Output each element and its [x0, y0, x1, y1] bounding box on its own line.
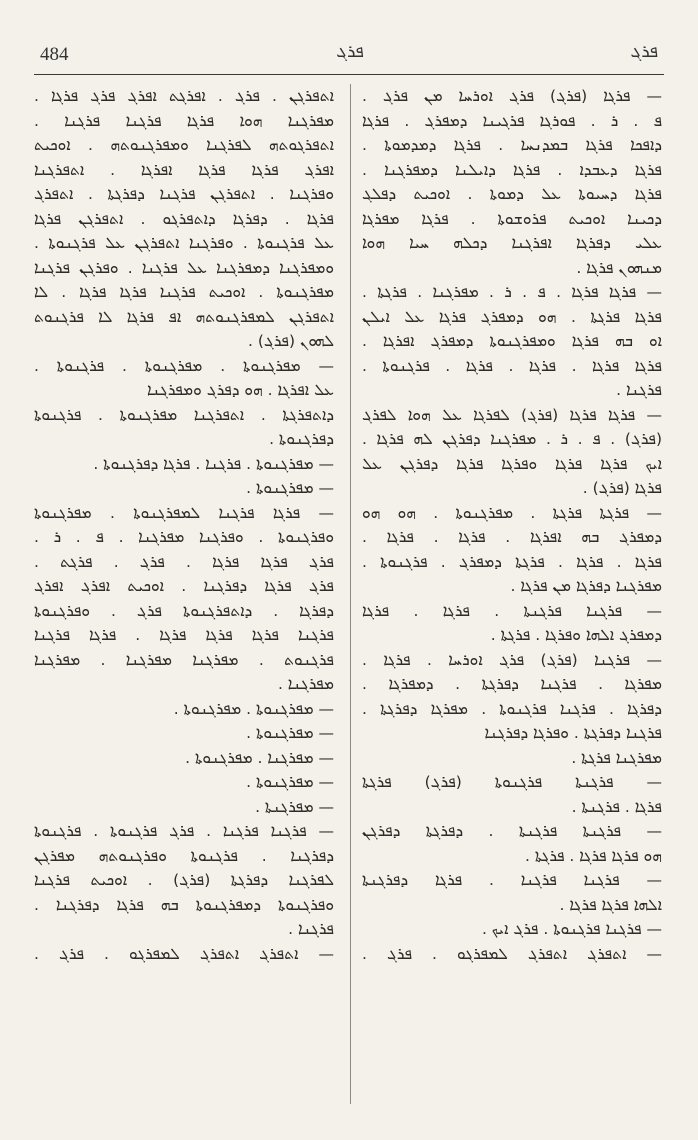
entry-headword-line: — ܡܦܪܓܢܘܬܐ . [246, 479, 334, 497]
text-line: ܦܪܓ ܦܪܓܐ ܦܪܓܐ . ܦܪܓ . ܦܪܓܬ . [34, 552, 334, 571]
page-number: 484 [40, 44, 69, 65]
entry-headword-line: — ܡܦܪܓܢܘܬܐ . [246, 773, 334, 791]
text-line: ܦܪܓܐ ܦܪܓܬܐ . ܗܘ ܕܡܦܪܓ ܦܪܓܐ ܥܠ ܐܝܠܢ [362, 307, 662, 326]
text-line: ܘܦܪܓܢܘܬܐ . ܘܦܪܓܢܐ ܡܦܪܓܢܐ . ܦ . ܪ . [34, 528, 334, 546]
text-line: ܦܪܓܢܘܬ . ܡܦܪܓܢܐ ܡܦܪܓܢܐ . ܡܦܪܓܢܐ [34, 650, 334, 669]
text-line: ܦܪܓܐ . ܦܪܓܐ . ܦܪܓܬܐ ܕܡܦܪܓ . ܦܪܓܢܘܬܐ . [362, 552, 662, 571]
text-line: ܘܦܪܓܢܘܬܐ ܕܡܦܪܓܢܘܬܐ ܒܗ ܦܪܓܐ ܕܦܪܓܢܐ . [34, 895, 334, 914]
text-line: ܦ . ܪ . ܦܘܪܓܐ ܦܪܓܝܢܐ ܕܡܦܪܓ . ܦܪܓܐ [362, 111, 662, 130]
text-line: ܕܐܬܦܪܓܬܐ . ܐܬܦܪܓܢܐ ܡܦܪܓܢܘܬܐ . ܦܪܓܢܘܬܐ [34, 405, 334, 424]
entry-headword-line: — ܦܪܓܐ (ܦܪܓ) ܦܪܓ ܐܘܪܚܐ ܡܢ ܦܪܓ . [362, 87, 662, 105]
entry-headword-line: — ܡܦܪܓܢܐ . ܡܦܪܓܢܘܬܐ . [185, 748, 334, 767]
entry-headword-line: — ܡܦܪܓܢܘܬܐ . ܦܪܓܢܐ . ܦܪܓܐ ܕܦܪܓܢܘܬܐ . [93, 454, 334, 473]
entry-headword-line: — ܦܪܓܢܬܐ ܦܪܓܢܘܬܐ (ܦܪܓ) ܦܪܓܬܐ [362, 773, 662, 791]
text-line: ܡܦܪܓܐ . ܦܪܓܢܐ ܕܦܪܓܬܐ . ܕܡܦܪܓܐ . [362, 675, 662, 693]
text-line: ܕܡܦܪܓ ܐܠܗܐ ܘܦܪܓܐ . ܦܪܓܬܐ . [490, 626, 662, 644]
text-line: ܦܪܓܢܐ ܕܦܪܓܬܐ . ܘܦܪܓܐ ܕܦܪܓܢܐ [484, 724, 662, 742]
text-line: ܘܡܦܪܓܢܐ ܕܡܦܪܓܢܐ ܥܠ ܦܪܓܢܐ . ܘܦܪܓܢ ܦܪܓܢܐ [34, 258, 334, 277]
text-line: ܥܠ ܦܪܓܢܘܬܐ . ܘܦܪܓܢܐ ܐܬܦܪܓܢ ܥܠ ܦܪܓܢܘܬܐ . [34, 234, 334, 252]
text-line: ܥܠ ܐܦܪܓܐ . ܗܘ ܕܦܪܓ ܘܡܦܪܓܢܐ [146, 381, 334, 399]
entry-headword-line: — ܦܪܓܢܐ ܦܪܓܢܬܐ . ܦܪܓܐ . ܦܪܓܐ [362, 601, 662, 620]
text-line: ܕܦܪܓܢܘܬܐ . [269, 430, 334, 448]
text-line: ܕܡܦܪܓ ܒܗ ܐܦܪܓܐ . ܦܪܓܐ . ܦܪܓܐ . [362, 528, 662, 546]
entry-headword-line: — ܦܪܓܢܐ (ܦܪܓ) ܦܪܓ ܐܘܪܚܐ . ܦܪܓܐ . [362, 650, 662, 669]
text-line: (ܦܪܓ) . ܦ . ܪ . ܡܦܪܓܢܐ ܕܦܪܓܢ ܠܗ ܦܪܓܐ . [362, 430, 662, 448]
text-line: ܕܟܝܢܐ ܐܘܟܝܬ ܦܪܘܫܘܬܐ . ܦܪܓܐ ܡܦܪܓܐ [362, 209, 662, 228]
entry-headword-line: — ܦܪܓܢܐ ܦܪܓܢܐ . ܦܪܓܐ ܕܦܪܓܢܬܐ [362, 871, 662, 889]
text-line: ܦܪܓܐ ܕܥܒܕܐ . ܦܪܓܐ ܕܐܝܠܢܐ ܕܡܦܪܓܢܐ . [362, 160, 662, 179]
entry-headword-line: — ܡܦܪܓܢܘܬܐ . [246, 724, 334, 742]
text-line: ܦܪܓ ܦܪܓܐ ܕܦܪܓܢܐ . ܐܘܟܝܬ ܐܦܪܓ ܐܦܪܓ [34, 577, 334, 595]
text-line: ܕܦܪܓܢܐ . ܦܪܓܢܘܬܐ ܘܦܪܓܢܘܬܗ ܡܦܪܓܢ [34, 846, 334, 865]
text-line: ܦܪܓܐ . ܕܦܪܓܐ ܕܐܬܦܪܓܘ . ܐܬܦܪܓܢ ܦܪܓܐ [34, 209, 334, 228]
entry-headword-line: — ܡܦܪܓܢܘܬܐ . ܡܦܪܓܢܘܬܐ . [173, 699, 334, 718]
entry-headword-line: — ܡܦܪܓܢܘܬܐ . ܡܦܪܓܢܘܬܐ . ܦܪܓܢܘܬܐ . [34, 356, 334, 375]
text-line: ܠܦܪܓܢܐ ܕܦܪܓܬܐ (ܦܪܓ) . ܐܘܟܝܬ ܦܪܓܢܐ [34, 871, 334, 889]
text-line: ܦܪܓܢܐ ܦܪܓܐ ܦܪܓܐ ܦܪܓܐ . ܦܪܓܐ ܦܪܓܢܐ [34, 626, 334, 644]
left-column [34, 84, 334, 1114]
column-divider [350, 84, 351, 1104]
text-line: ܦܪܓܢܐ . [288, 920, 334, 938]
right-column [362, 84, 662, 1114]
entry-headword-line: — ܦܪܓܬܐ ܦܪܓܬܐ . ܡܦܪܓܢܘܬܐ . ܗܘ ܗܘ [362, 503, 662, 522]
text-line: ܦܪܓܐ (ܦܪܓ) . [582, 479, 662, 497]
text-line: ܕܦܪܓܐ . ܕܐܬܦܪܓܢܘܬܐ ܦܪܓ . ܘܦܪܓܢܘܬܐ [34, 601, 334, 620]
running-title: ܦܪܓ [336, 42, 364, 62]
text-line: ܘܦܪܓܢܐ . ܐܬܦܪܓܢ ܦܪܓܢܐ ܕܦܪܓܬܐ . ܐܬܦܪܓ [34, 185, 334, 203]
entry-headword-line: — ܐܬܦܪܓ ܐܬܦܪܓ ܠܡܦܪܓܘ . ܦܪܓ . [34, 944, 334, 963]
text-line: ܡܦܪܓܢܘܬܐ . ܐܘܟܝܬ ܦܪܓܢܐ ܦܪܓܐ ܦܪܓܐ . ܠܐ [34, 283, 334, 301]
text-line: ܐܘ ܒܗ ܦܪܓܐ ܘܡܦܪܓܢܘܬܐ ܕܡܦܪܓ ܐܦܪܓܐ . [362, 332, 662, 350]
entry-headword-line: — ܦܪܓܢܬܐ ܦܪܓܢܬܐ . ܕܦܪܓܬܐ ܕܦܪܓܢ [362, 822, 662, 840]
entry-headword-line: — ܦܪܓܢܐ ܦܪܓܢܐ . ܦܪܓ ܦܪܓܢܘܬܐ . ܦܪܓܢܘܬܐ [34, 822, 334, 840]
text-line: ܐܠܗܐ ܦܪܓܐ ܦܪܓܐ . [559, 895, 662, 914]
text-line: ܡܦܪܓܢܐ ܦܪܓܬܐ . [571, 748, 662, 767]
text-line: ܠܗܘܢ (ܦܪܓ) . [248, 332, 334, 350]
entry-headword-line: — ܡܦܪܓܢܬܐ . [255, 797, 334, 816]
entry-headword-line: — ܦܪܓܐ ܦܪܓܢܐ ܠܡܦܪܓܢܘܬܐ . ܡܦܪܓܢܘܬܐ [34, 503, 334, 522]
text-line: ܥܠܝ ܕܦܪܓܐ ܐܦܪܓܢܐ ܕܟܠܗ ܚܝܐ ܗܘܐ [362, 234, 662, 252]
header-rule [34, 74, 664, 75]
text-line: ܐܝܟ ܦܪܓܐ ܦܪܓܐ ܘܦܪܓܐ ܦܪܓܐ ܕܦܪܓܢ ܥܠ [362, 454, 662, 473]
entry-headword-line: — ܦܪܓܐ ܦܪܓܐ (ܦܪܓ) ܠܦܪܓܐ ܥܠ ܗܘܐ ܠܦܪܓ [362, 405, 662, 424]
text-line: ܡܦܪܓܢܐ ܗܘܐ ܦܪܓܐ ܦܪܓܢܐ ܦܪܓܢܐ . [34, 111, 334, 130]
text-line: ܐܬܦܪܓܢ ܠܡܦܪܓܢܘܬܗ ܐܦ ܦܪܓܐ ܠܐ ܦܪܓܢܘܬ [34, 307, 334, 326]
text-line: ܦܪܓܐ . ܦܪܓܢܬܐ . [571, 797, 662, 816]
catchword: ܦܪܓ [630, 42, 658, 62]
text-line: ܐܦܪܓ ܦܪܓܐ ܦܪܓܐ ܐܦܪܓܐ . ܐܬܦܪܓܢܐ [34, 160, 334, 179]
text-line: ܡܦܪܓܢܐ . [277, 675, 334, 693]
text-line: ܡܢܗܘܢ ܦܪܓܐ . [576, 258, 662, 277]
entry-headword-line: — ܦܪܓܐ ܦܪܓܐ . ܦ . ܪ . ܡܦܪܓܢܐ . ܦܪܓܬܐ . [362, 283, 662, 301]
entry-headword-line: — ܐܬܦܪܓ ܐܬܦܪܓ ܠܡܦܪܓܘ . ܦܪܓ . [362, 944, 662, 963]
text-line: ܡܦܪܓܢܐ ܕܦܪܓܐ ܡܢ ܦܪܓܐ . [510, 577, 662, 595]
entry-headword-line: — ܦܪܓܢܐ ܦܪܓܢܘܬܐ . ܦܪܓ ܐܝܟ . [481, 920, 662, 938]
text-line: ܦܪܓܢܐ . [616, 381, 662, 399]
text-line: ܕܦܪܓܐ . ܦܪܓܢܐ ܦܪܓܢܘܬܐ . ܡܦܪܓܐ ܕܦܪܓܬܐ . [362, 699, 662, 718]
text-line: ܦܪܓܐ ܕܚܝܘܬܐ ܥܠ ܕܡܘܬܐ . ܐܘܟܝܬ ܕܦܠܓ [362, 185, 662, 203]
text-line: ܕܐܦܟܐ ܦܪܓܐ ܒܡܕܢܚܐ . ܦܪܓܐ ܕܡܕܡܘܬܐ . [362, 136, 662, 154]
text-line: ܦܪܓܐ ܦܪܓܐ . ܦܪܓܐ . ܦܪܓܐ . ܦܪܓܢܘܬܐ . [362, 356, 662, 375]
text-line: ܐܬܦܪܓܢ . ܦܪܓ . ܐܦܪܓܬ ܐܦܪܓ ܦܪܓ ܦܪܓܐ . [34, 87, 334, 105]
text-line: ܐܬܦܪܓܘܬܗ ܠܦܪܓܢܐ ܘܡܦܪܓܢܘܬܗ . ܐܘܟܝܬ [34, 136, 334, 154]
text-line: ܗܘ ܦܪܓܐ ܦܪܓܐ . ܦܪܓܬܐ . [524, 846, 662, 865]
page-header [0, 0, 698, 80]
